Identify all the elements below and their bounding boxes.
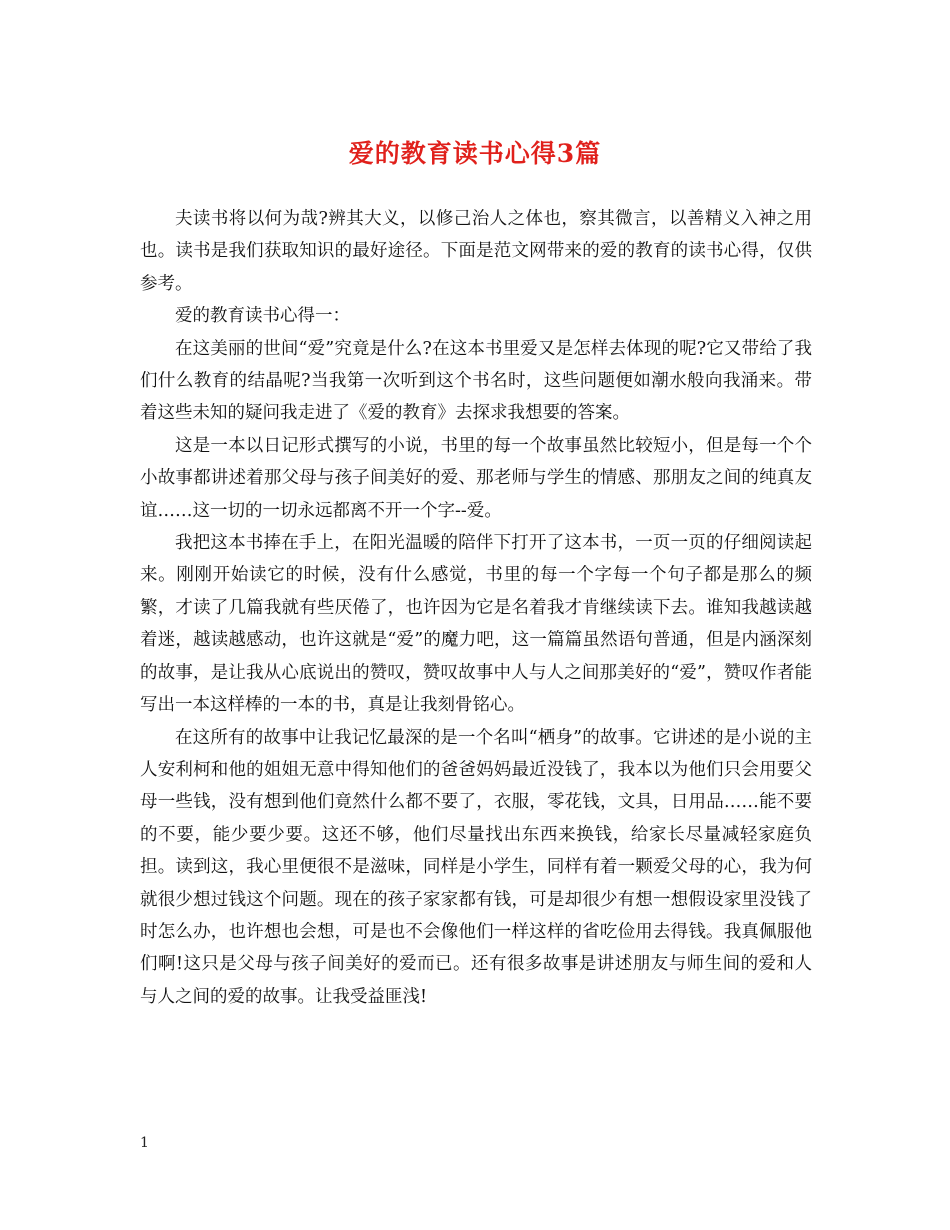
page-number: 1 (140, 1135, 149, 1151)
paragraph: 在这美丽的世间“爱”究竟是什么?在这本书里爱又是怎样去体现的呢?它又带给了我们什么教育的结晶呢?当我第一次听到这个书名时，这些问题便如潮水般向我涌来。带着这些未知的疑问我走进了《爱的教育》去探求我想要的答案。 (140, 338, 812, 424)
paragraph-intro: 夫读书将以何为哉?辨其大义，以修己治人之体也，察其微言，以善精义入神之用也。读书是我们获取知识的最好途径。下面是范文网带来的爱的教育的读书心得，仅供参考。 (140, 209, 812, 294)
paragraph: 这是一本以日记形式撰写的小说，书里的每一个故事虽然比较短小，但是每一个个小故事都讲述着那父母与孩子间美好的爱、那老师与学生的情感、那朋友之间的纯真友谊……这一切的一切永远都离不开一个字--爱。 (140, 435, 812, 521)
section-heading: 爱的教育读书心得一： (175, 306, 350, 327)
document-title: 爱的教育读书心得3篇 (348, 139, 602, 168)
document-body (140, 203, 812, 1013)
paragraph: 在这所有的故事中让我记忆最深的是一个名叫“栖身”的故事。它讲述的是小说的主人安利柯和他的姐姐无意中得知他们的爸爸妈妈最近没钱了，我本以为他们只会用要父母一些钱，没有想到他们竟然什么都不要了，衣服，零花钱，文具，日用品……能不要的不要，能少要少要。这还不够，他们尽量找出东西来换钱，给家长尽量减轻家庭负担。读到这，我心里便很不是滋味，同样是小学生，同样有着一颗爱父母的心，我为何就很少想过钱这个问题。现在的孩子家家都有钱，可是却很少有想一想假设家里没钱了时怎么办，也许想也会想，可是也不会像他们一样这样的省吃俭用去得钱。我真佩服他们啊!这只是父母与孩子间美好的爱而已。还有很多故事是讲述朋友与师生间的爱和人与人之间的爱的故事。让我受益匪浅! (140, 727, 812, 1007)
paragraph: 我把这本书捧在手上，在阳光温暖的陪伴下打开了这本书，一页一页的仔细阅读起来。刚刚开始读它的时候，没有什么感觉，书里的每一个字每一个句子都是那么的频繁，才读了几篇我就有些厌倦了，也许因为它是名着我才肯继续读下去。谁知我越读越着迷，越读越感动，也许这就是“爱”的魔力吧，这一篇篇虽然语句普通，但是内涵深刻的故事，是让我从心底说出的赞叹，赞叹故事中人与人之间那美好的“爱”，赞叹作者能写出一本这样棒的一本的书，真是让我刻骨铭心。 (140, 533, 812, 716)
